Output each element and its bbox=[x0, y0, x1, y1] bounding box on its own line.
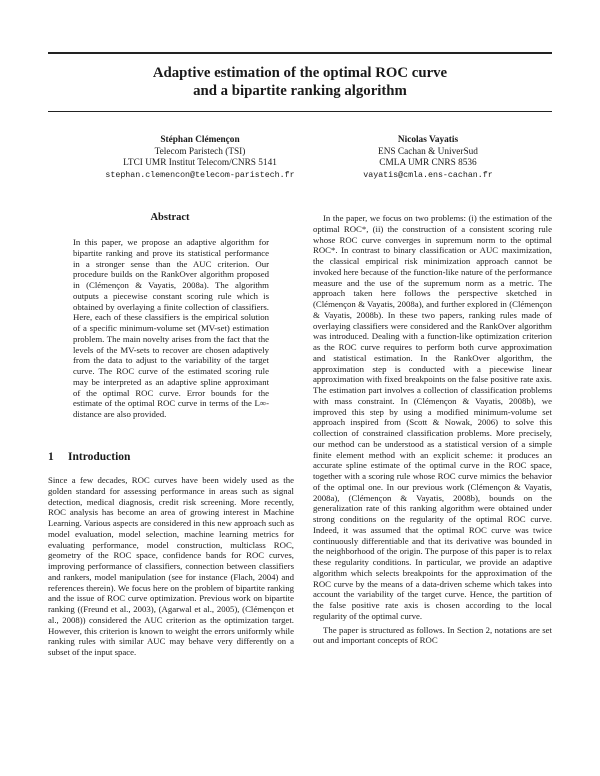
title-rule-top bbox=[48, 52, 552, 54]
abstract-body bbox=[73, 237, 269, 420]
abstract-heading: Abstract bbox=[150, 212, 190, 223]
right-column bbox=[313, 213, 552, 646]
body-paragraph: In the paper, we focus on two problems: (i) the estimation of the optimal ROC*, (ii) the construction of a consistent scoring rule whose ROC curve converges in supremum norm to the optimal ROC*. In contrast to binary classification or AUC maximization, the classical empirical risk minimization approach cannot be invoked here because of the function-like nature of the performance measure and the use of the supremum norm as a metric. The approach taken here follows the perspective sketched in (Clémençon & Vayatis, 2008a), and further explored in (Clémençon & Vayatis, 2008b). In these two papers, ranking rules made of overlaying classifiers were considered and the RankOver algorithm was introduced. Dealing with a function-like optimization criterion as the ROC curve requires to perform both curve approximation and statistical estimation. In the RankOver algorithm, the approximation step is conducted with a piecewise linear approximation with fixed breakpoints on the false positive rate axis. The estimation part involves a collection of classification problems with mass constraint. In (Clémençon & Vayatis, 2008b), we improved this step by using a modified minimum-volume set approach inspired from (Scott & Nowak, 2006) to solve this collection of constrained classification problems. More precisely, our method can be understood as a statistical version of a simple finite element method with an explicit scheme: it produces an accurate spline estimate of the optimal curve in the ROC space, together with a scoring rule whose ROC curve mimics the behavior of the optimal one. In our previous work (Clémençon & Vayatis, 2008a), (Clémençon & Vayatis, 2008b), bounds on the generalization rate of this ranking algorithm were obtained under strong conditions on the regularity of the optimal ROC curve. Indeed, it was assumed that the optimal ROC curve was twice continuously differentiable and that its derivative was bounded in the neighborhood of the origin. The purpose of this paper is to relax these regularity conditions. In particular, we provide an adaptive algorithm which selects breakpoints for the approximation of the ROC curve by the means of a data-driven scheme which takes into account the variability of the target curve. Hence, the partition of the false positive rate axis is chosen according to the local regularity of the optimal curve. bbox=[313, 213, 552, 621]
body-paragraph: Since a few decades, ROC curves have been widely used as the golden standard for assessing performance in areas such as signal detection, medical diagnosis, credit risk screening. More recently, ROC analysis has become an area of growing interest in Machine Learning. Various aspects are considered in this new approach such as model evaluation, model selection, machine learning metrics for evaluating performance, model construction, multiclass ROC, geometry of the ROC space, confidence bands for ROC curves, improving performance of classifiers, connection between classifiers and rankers, model manipulation (see for instance (Flach, 2004) and references therein). We focus here on the problem of bipartite ranking and the issue of ROC curve optimization. Previous work on bipartite ranking ((Freund et al., 2003), (Agarwal et al., 2005), (Clémençon et al., 2008)) considered the AUC criterion as the optimization target. However, this criterion is known to weight the errors uniformly while ranking rules with similar AUC may behave very differently on a subset of the input space. bbox=[48, 475, 294, 657]
body-paragraph: The paper is structured as follows. In Section 2, notations are set out and important concepts of ROC bbox=[313, 624, 552, 646]
author-affiliation: ENS Cachan & UniverSud bbox=[378, 146, 478, 157]
section-title: Introduction bbox=[68, 451, 131, 463]
author-affiliation: Telecom Paristech (TSI) bbox=[154, 146, 246, 157]
paper-title bbox=[48, 64, 552, 100]
title-rule-bottom bbox=[48, 111, 552, 112]
author-block-1 bbox=[80, 135, 320, 181]
section-number: 1 bbox=[48, 451, 54, 463]
author-name: Nicolas Vayatis bbox=[397, 135, 459, 145]
introduction-body bbox=[48, 475, 294, 658]
author-name: Stéphan Clémençon bbox=[160, 135, 240, 145]
author-block-2 bbox=[308, 135, 548, 181]
title-line-1: Adaptive estimation of the optimal ROC curve bbox=[152, 65, 448, 81]
author-email: vayatis@cmla.ens-cachan.fr bbox=[363, 170, 493, 180]
author-affiliation: LTCI UMR Institut Telecom/CNRS 5141 bbox=[123, 158, 277, 168]
section-heading bbox=[48, 451, 130, 463]
author-affiliation: CMLA UMR CNRS 8536 bbox=[379, 158, 477, 168]
author-email: stephan.clemencon@telecom-paristech.fr bbox=[105, 170, 295, 180]
title-line-2: and a bipartite ranking algorithm bbox=[193, 83, 407, 99]
abstract-paragraph: In this paper, we propose an adaptive algorithm for bipartite ranking and prove its statistical performance in a stronger sense than the AUC criterion. Our procedure builds on the RankOver algorithm proposed in (Clémençon & Vayatis, 2008a). The algorithm outputs a piecewise constant scoring rule which is obtained by overlaying a finite collection of classifiers. Here, each of these classifiers is the empirical solution of a specific minimum-volume set (MV-set) estimation problem. The main novelty arises from the fact that the levels of the MV-sets to recover are chosen adaptively from the data to adjust to the variability of the target curve. The ROC curve of the estimated scoring rule may be interpreted as an adaptive spline approximant of the optimal ROC curve. Error bounds for the estimate of the optimal ROC curve in terms of the L∞-distance are also provided. bbox=[73, 237, 269, 419]
